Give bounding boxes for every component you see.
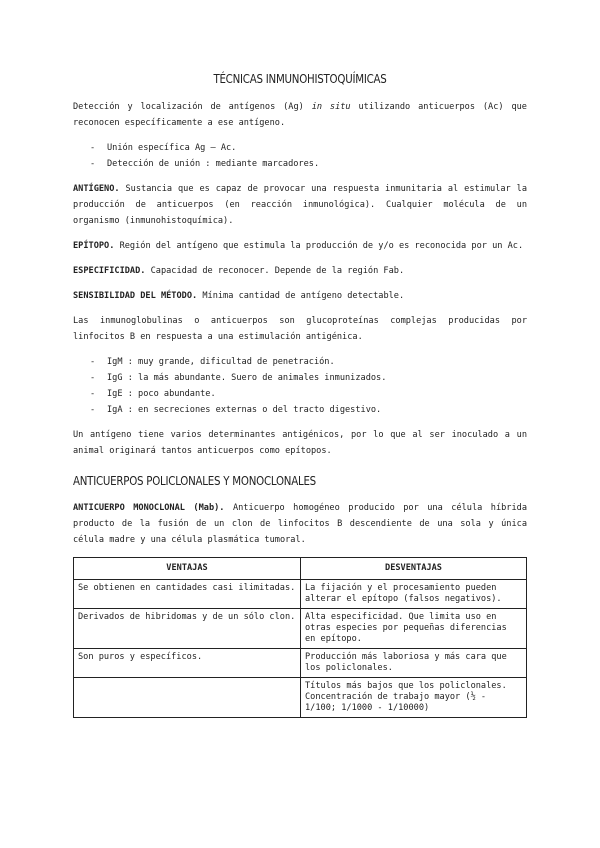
definition-term: ANTÍGENO. bbox=[73, 184, 120, 194]
list-item-text: IgA : en secreciones externas o del tracto digestivo. bbox=[107, 405, 382, 415]
table-row bbox=[74, 580, 527, 609]
document-page bbox=[73, 70, 527, 718]
definition-text: Capacidad de reconocer. Depende de la región Fab. bbox=[145, 266, 405, 276]
table-row bbox=[74, 678, 527, 718]
section-title: ANTICUERPOS POLICLONALES Y MONOCLONALES bbox=[73, 473, 316, 488]
list-item-text: IgG : la más abundante. Suero de animales inmunizados. bbox=[107, 373, 387, 383]
page-title: TÉCNICAS INMUNOHISTOQUÍMICAS bbox=[213, 71, 387, 86]
immunoglobulin-list bbox=[73, 354, 527, 418]
mab-paragraph bbox=[73, 500, 527, 548]
table-cell: Derivados de hibridomas y de un sólo clon. bbox=[74, 609, 301, 649]
antigen-paragraph: Un antígeno tiene varios determinantes antigénicos, por lo que al ser inoculado a un animal originará tantos anticuerpos como epítopos. bbox=[73, 430, 527, 456]
table-row bbox=[74, 649, 527, 678]
mab-term: ANTICUERPO MONOCLONAL (Mab). bbox=[73, 503, 225, 513]
definition-text: Región del antígeno que estimula la producción de y/o es reconocida por un Ac. bbox=[114, 241, 524, 251]
list-item-text: IgE : poco abundante. bbox=[107, 389, 216, 399]
advantages-table bbox=[73, 557, 527, 718]
definition-term: SENSIBILIDAD DEL MÉTODO. bbox=[73, 291, 198, 301]
header-desventajas: DESVENTAJAS bbox=[301, 558, 527, 580]
table-row bbox=[74, 609, 527, 649]
list-item: - IgM : muy grande, dificultad de penetración. bbox=[90, 357, 335, 367]
definition-term: EPÍTOPO. bbox=[73, 241, 115, 251]
list-item-text: Unión específica Ag – Ac. bbox=[107, 143, 237, 153]
definition-sensibilidad bbox=[73, 288, 527, 304]
mab-text: Anticuerpo homogéneo producido por una célula híbrida producto de la fusión de un clon de linfocitos B descendiente de una sola y única célula madre y una célula plasmática tumoral. bbox=[73, 503, 528, 545]
list-item: - IgG : la más abundante. Suero de animales inmunizados. bbox=[90, 373, 387, 383]
table-cell bbox=[74, 678, 301, 718]
list-item-text: Detección de unión : mediante marcadores. bbox=[107, 159, 320, 169]
intro-list bbox=[73, 140, 527, 172]
table-cell: Son puros y específicos. bbox=[74, 649, 301, 678]
list-item: - IgE : poco abundante. bbox=[90, 389, 216, 399]
list-item: - Detección de unión : mediante marcadores. bbox=[90, 159, 320, 169]
table-cell: Alta especificidad. Que limita uso en otras especies por pequeñas diferencias en epítopo. bbox=[301, 609, 527, 649]
header-ventajas: VENTAJAS bbox=[74, 558, 301, 580]
intro-text-2: utilizando anticuerpos (Ac) que reconocen específicamente a ese antígeno. bbox=[73, 102, 527, 128]
definition-epitopo bbox=[73, 238, 527, 254]
list-item-text: IgM : muy grande, dificultad de penetración. bbox=[107, 357, 335, 367]
table-header-row bbox=[74, 558, 527, 580]
table-cell: La fijación y el procesamiento pueden alterar el epítopo (falsos negativos). bbox=[301, 580, 527, 609]
definition-especificidad bbox=[73, 263, 527, 279]
definition-term: ESPECIFICIDAD. bbox=[73, 266, 146, 276]
table-cell: Se obtienen en cantidades casi ilimitadas. bbox=[74, 580, 301, 609]
immunoglobulin-paragraph: Las inmunoglobulinas o anticuerpos son glucoproteínas complejas producidas por linfocitos B en respuesta a una estimulación antigénica. bbox=[73, 316, 527, 342]
table-cell: Producción más laboriosa y más cara que los policlonales. bbox=[301, 649, 527, 678]
list-item: - Unión específica Ag – Ac. bbox=[90, 143, 237, 153]
intro-paragraph bbox=[73, 99, 527, 131]
definition-text: Sustancia que es capaz de provocar una respuesta inmunitaria al estimular la producción de anticuerpos (en reacción inmunológica). Cualquier molécula de un organismo (inmunohistoquímica). bbox=[73, 184, 527, 226]
definition-antigeno bbox=[73, 181, 527, 229]
list-item: - IgA : en secreciones externas o del tracto digestivo. bbox=[90, 405, 382, 415]
definition-text: Mínima cantidad de antígeno detectable. bbox=[197, 291, 405, 301]
intro-text-1: Detección y localización de antígenos (Ag) bbox=[73, 102, 312, 112]
table-cell: Títulos más bajos que los policlonales. Concentración de trabajo mayor (½ - 1/100; 1/1000 - 1/10000) bbox=[301, 678, 527, 718]
intro-italic: in situ bbox=[311, 102, 351, 112]
